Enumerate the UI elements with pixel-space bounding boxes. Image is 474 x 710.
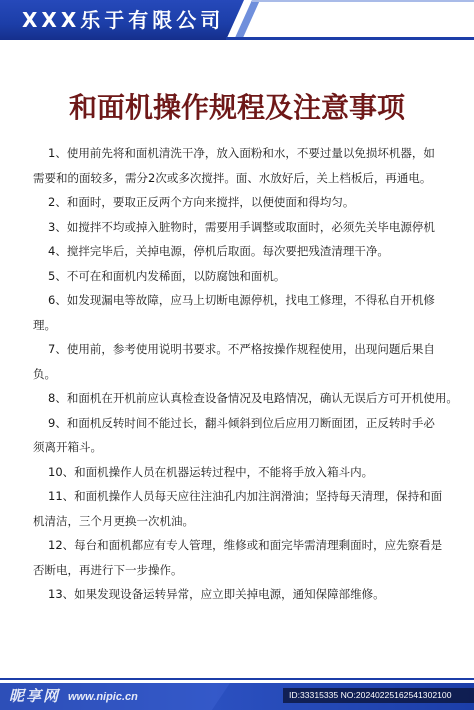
rule-line: 10、和面机操作人员在机器运转过程中，不能将手放入箱斗内。	[48, 464, 374, 479]
rule-line: 9、和面机反转时间不能过长，翻斗倾斜到位后应用刀断面团，正反转时手必	[48, 415, 435, 430]
rule-line: 须离开箱斗。	[33, 440, 102, 454]
rule-item-5	[0, 264, 474, 289]
rule-line: 7、使用前，参考使用说明书要求。不严格按操作规程使用，出现问题后果自	[48, 342, 435, 356]
rule-line: 12、每台和面机都应有专人管理，维修或和面完毕需清理剩面时，应先察看是	[48, 538, 443, 552]
rule-line: 5、不可在和面机内发稀面，以防腐蚀和面机。	[48, 268, 286, 283]
rule-line: 11、和面机操作人员每天应往注油孔内加注润滑油；坚持每天清理，保持和面	[48, 489, 443, 503]
rule-item-3	[0, 215, 474, 240]
rule-item-6	[0, 288, 474, 337]
rule-item-9	[0, 411, 474, 460]
rule-line: 4、搅拌完毕后，关掉电源，停机后取面。每次要把残渣清理干净。	[48, 244, 389, 258]
rule-item-10	[0, 460, 474, 485]
watermark-site: www.nipic.cn	[68, 691, 138, 703]
rule-item-2	[0, 190, 474, 215]
rule-item-8	[0, 386, 474, 411]
rule-line: 2、和面时，要取正反两个方向来搅拌，以便使面和得均匀。	[48, 195, 355, 209]
rule-line: 需要和的面较多，需分2次或多次搅拌。面、水放好后，关上档板后，再通电。	[33, 170, 432, 185]
footer-divider-line	[0, 678, 474, 680]
rule-line: 负。	[33, 366, 56, 381]
rule-line: 6、如发现漏电等故障，应马上切断电源停机，找电工修理，不得私自开机修	[48, 293, 435, 307]
rule-line: 3、如搅拌不均或掉入脏物时，需要用手调整或取面时，必须先关毕电源停机	[48, 219, 435, 234]
rule-line: 13、如果发现设备运转异常，应立即关掉电源，通知保障部维修。	[48, 587, 385, 601]
watermark-logo: 昵享网	[9, 687, 61, 705]
rule-line: 否断电，再进行下一步操作。	[33, 562, 183, 577]
rule-item-7	[0, 337, 474, 386]
page-title: 和面机操作规程及注意事项	[68, 91, 405, 124]
rules-list	[0, 141, 474, 607]
rule-item-12	[0, 533, 474, 582]
watermark-id-text: ID:33315335 NO:20240225162541302100	[289, 690, 452, 700]
rule-line: 理。	[33, 317, 56, 332]
rule-line: 8、和面机在开机前应认真检查设备情况及电路情况，确认无误后方可开机使用。	[48, 391, 458, 405]
rule-line: 1、使用前先将和面机清洗干净，放入面粉和水，不要过量以免损坏机器，如	[48, 146, 435, 160]
company-name: XXX乐于有限公司	[22, 8, 225, 32]
rule-item-4	[0, 239, 474, 264]
rule-item-13	[0, 582, 474, 607]
header-divider-line	[226, 37, 474, 40]
rule-item-11	[0, 484, 474, 533]
header-top-line	[252, 0, 474, 2]
rule-line: 机清洁，三个月更换一次机油。	[33, 513, 194, 528]
rule-item-1	[0, 141, 474, 190]
